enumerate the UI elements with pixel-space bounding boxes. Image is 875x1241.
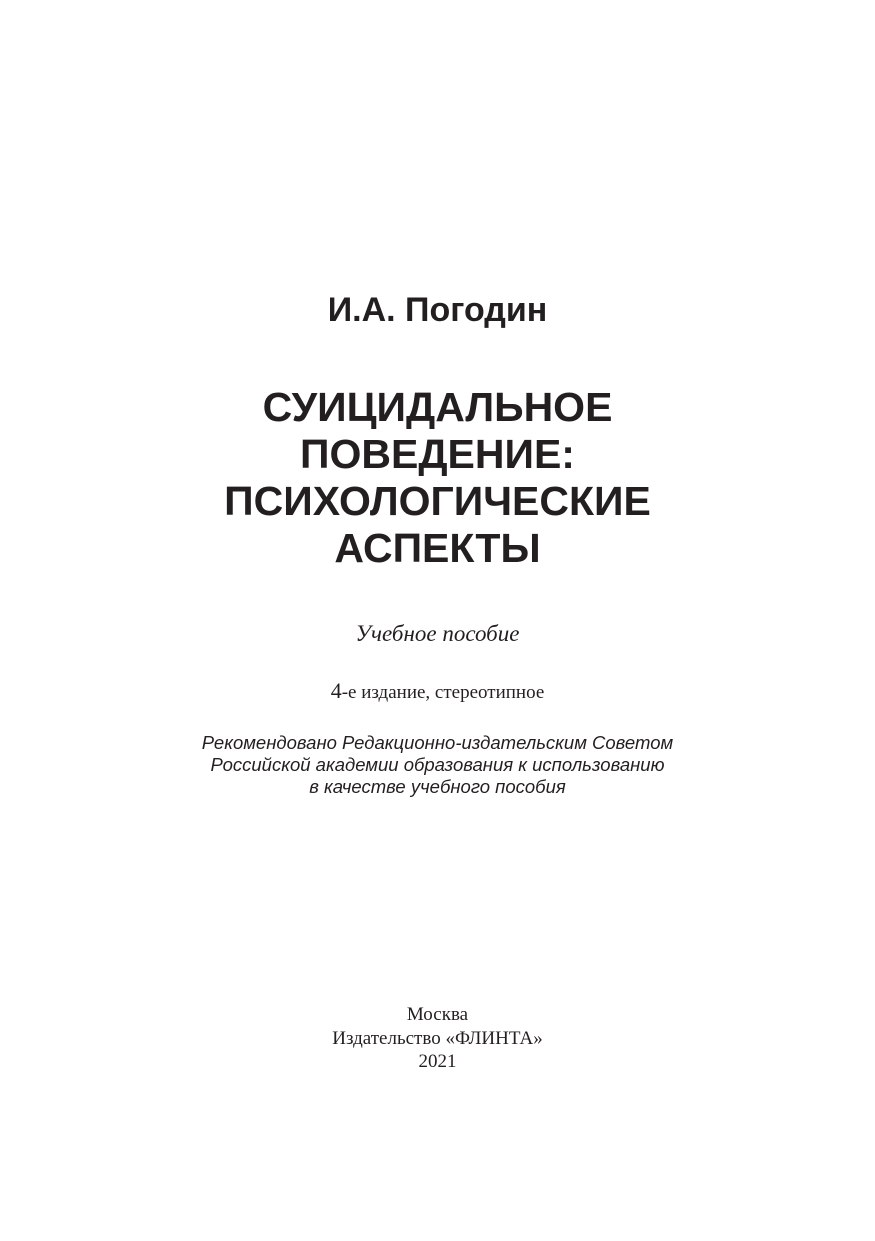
recommendation-line-1: Рекомендовано Редакционно-издательским Советом bbox=[201, 732, 674, 753]
edition-number: 4 bbox=[330, 678, 342, 703]
imprint-publisher: Издательство «ФЛИНТА» bbox=[332, 1027, 543, 1049]
title-line-1: СУИЦИДАЛЬНОЕ bbox=[262, 384, 613, 430]
recommendation-line-2: Российской академии образования к использованию bbox=[210, 754, 665, 775]
imprint-year: 2021 bbox=[418, 1051, 457, 1072]
edition-text: -е издание, стереотипное bbox=[341, 682, 545, 703]
edition-info bbox=[0, 678, 875, 706]
author-name: И.А. Погодин bbox=[327, 291, 548, 329]
imprint-city: Москва bbox=[406, 1004, 469, 1025]
title-line-4: АСПЕКТЫ bbox=[334, 525, 541, 571]
book-subtitle: Учебное пособие bbox=[355, 621, 520, 646]
recommendation-note bbox=[0, 732, 875, 798]
title-line-2: ПОВЕДЕНИЕ: bbox=[300, 431, 575, 477]
book-title bbox=[0, 384, 875, 572]
imprint bbox=[0, 1003, 875, 1074]
title-line-3: ПСИХОЛОГИЧЕСКИЕ bbox=[224, 478, 651, 524]
recommendation-line-3: в качестве учебного пособия bbox=[309, 776, 566, 797]
